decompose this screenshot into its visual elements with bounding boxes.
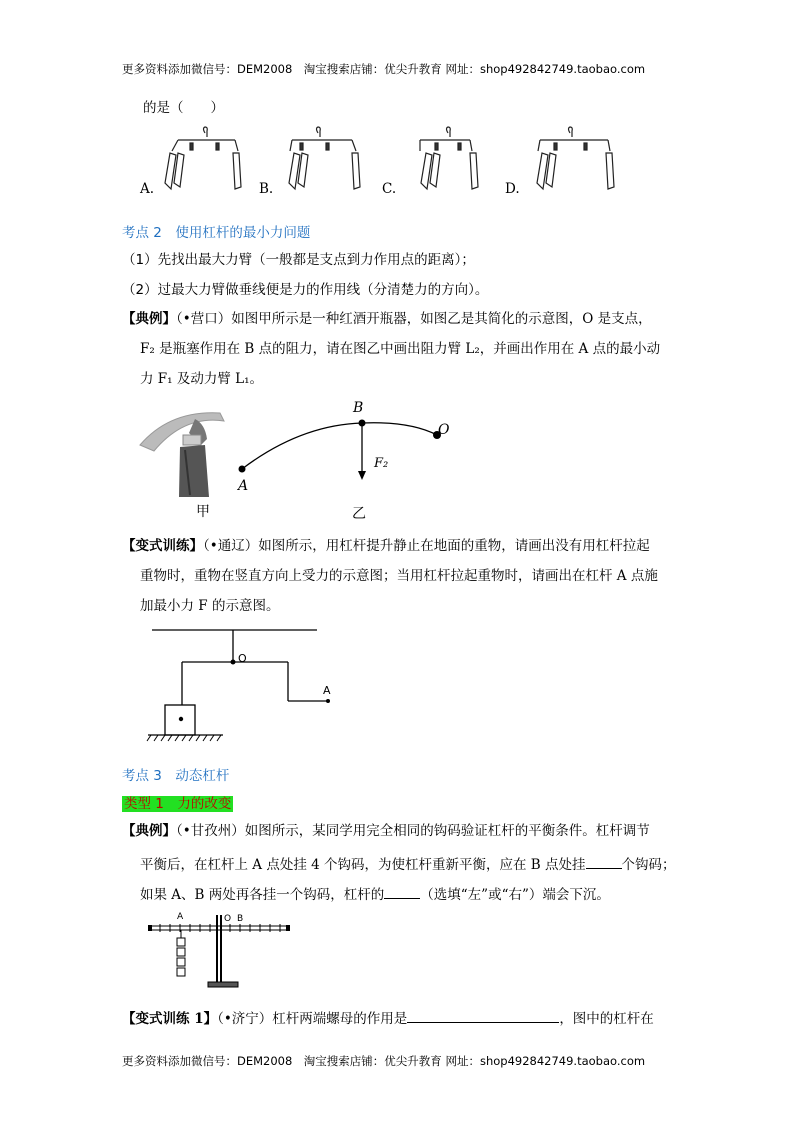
fig2-label-o: O [238,652,247,665]
kp3-example-line2 [140,856,676,873]
kp2-example [122,313,652,327]
practice-tag: 【变式训练】 [122,538,203,554]
option-b-label: B. [259,181,274,197]
kp3-example-line3 [140,886,610,903]
practice-line3: 加最小力 F 的示意图。 [140,598,280,614]
kp3-practice-line1a: （•济宁）杠杆两端螺母的作用是 [217,1011,408,1027]
hanger-c [420,127,478,189]
point-a [239,466,246,473]
practice-line1: （•通辽）如图所示，用杠杆提升静止在地面的重物，请画出没有用杠杆拉起 [203,538,650,554]
kp3-title: 考点 3 动态杠杆 [122,768,230,784]
kp3-example-tag: 【典例】 [122,823,176,839]
hanger-b [289,127,360,189]
example-line3: 力 F₁ 及动力臂 L₁。 [140,371,264,387]
kp3-type-label: 类型 1 力的改变 [124,796,232,812]
kp3-practice-line1b: ，图中的杠杆在 [559,1011,654,1027]
kp3-example-line1: （•甘孜州）如图所示，某同学用完全相同的钩码验证杠杆的平衡条件。杠杆调节 [176,823,650,839]
kp3-example-line3a: 如果 A、B 两处再各挂一个钩码，杠杆的 [140,887,385,903]
kp2-title: 考点 2 使用杠杆的最小力问题 [122,225,311,241]
hanger-options-figure [140,125,620,200]
option-a-label: A. [140,181,155,197]
corkscrew-photo [135,405,235,500]
balance-lever-diagram [148,912,293,997]
kp2-step1: （1）先找出最大力臂（一般都是支点到力作用点的距离）； [122,252,475,268]
answer-blank-nut-purpose[interactable] [407,1010,559,1023]
kp2-practice [122,540,650,554]
fig3-label-o: O [224,914,232,924]
label-a: A [238,478,249,494]
example-line1: （•营口）如图甲所示是一种红酒开瓶器，如图乙是其简化的示意图，O 是支点， [176,311,652,327]
hanger-a [165,127,241,189]
label-f2: F₂ [374,456,389,471]
example-line2: F₂ 是瓶塞作用在 B 点的阻力，请在图乙中画出阻力臂 L₂，并画出作用在 A 点的最小动 [140,341,661,357]
answer-blank-count[interactable] [586,856,622,869]
label-b: B [353,400,364,416]
answer-blank-side[interactable] [384,886,420,899]
fig3-label-a: A [177,912,184,922]
fig-jia-label: 甲 [196,504,210,520]
lever-weight-diagram [145,625,330,745]
option-c-label: C. [382,181,397,197]
fig2-label-a: A [323,684,331,697]
kp3-example [122,825,650,839]
question-stem-end: 的是（ ） [143,100,224,116]
fig-yi-label: 乙 [352,506,366,522]
kp3-example-line2b: 个钩码； [621,857,676,873]
label-o: O [438,422,450,438]
kp3-example-line2a: 平衡后，在杠杆上 A 点处挂 4 个钩码，为使杠杆重新平衡，应在 B 点处挂 [140,857,586,873]
kp3-practice-tag: 【变式训练 1】 [122,1011,218,1027]
practice-line2: 重物时，重物在竖直方向上受力的示意图；当用杠杆拉起重物时，请画出在杠杆 A 点施 [140,568,658,584]
fig3-label-b: B [237,914,244,924]
page-header: 更多资料添加微信号：DEM2008 淘宝搜索店铺：优尖升教育 网址：shop492842749.taobao.com [122,62,646,76]
page-footer: 更多资料添加微信号：DEM2008 淘宝搜索店铺：优尖升教育 网址：shop492842749.taobao.com [122,1054,646,1068]
example-tag: 【典例】 [122,311,176,327]
curved-lever [242,423,437,469]
option-d-label: D. [505,181,520,197]
kp2-step2: （2）过最大力臂做垂线便是力的作用线（分清楚力的方向）。 [122,282,489,298]
kp3-practice [122,1010,654,1027]
hanger-d [537,127,614,189]
kp3-example-line3b: （选填“左”或“右”）端会下沉。 [420,887,610,903]
lever-diagram-yi [230,395,460,505]
